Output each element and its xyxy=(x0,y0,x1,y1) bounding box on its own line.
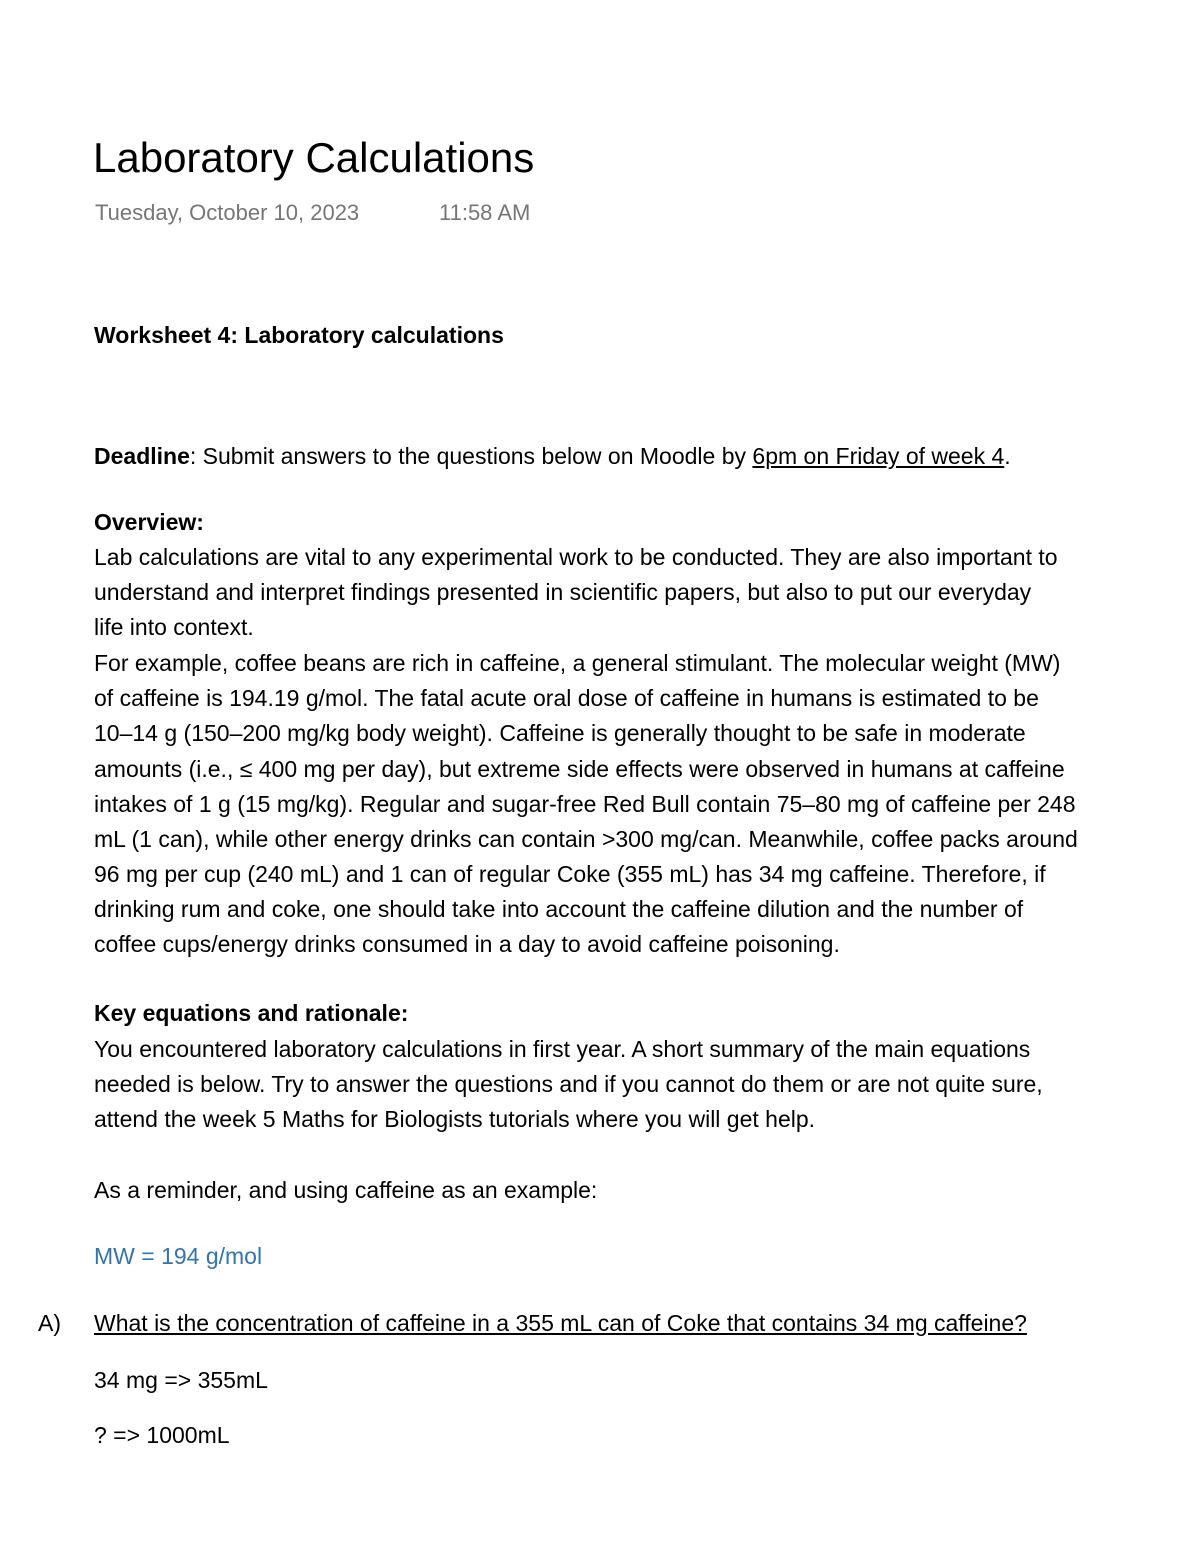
deadline-text: : Submit answers to the questions below on Moodle by xyxy=(189,443,753,469)
reminder-text: As a reminder, and using caffeine as an example: xyxy=(94,1177,598,1203)
overview-label: Overview xyxy=(94,509,197,535)
mw-equation: MW = 194 g/mol xyxy=(94,1243,263,1269)
deadline-label: Deadline xyxy=(94,443,190,469)
deadline-end: . xyxy=(1004,443,1011,469)
worksheet-heading: Worksheet 4: Laboratory calculations xyxy=(94,322,504,348)
page-time: 11:58 AM xyxy=(439,200,531,225)
overview-line: amounts (i.e., ≤ 400 mg per day), but extreme side effects were observed in humans at caffeine xyxy=(94,756,1065,782)
page-date: Tuesday, October 10, 2023 xyxy=(95,200,360,225)
overview-line: 10–14 g (150–200 mg/kg body weight). Caffeine is generally thought to be safe in moderate xyxy=(94,720,1026,746)
key-equations-line: needed is below. Try to answer the questions and if you cannot do them or are not quite sure, xyxy=(94,1071,1043,1097)
overview-line: mL (1 can), while other energy drinks can contain >300 mg/can. Meanwhile, coffee packs around xyxy=(94,826,1078,852)
key-equations-line: You encountered laboratory calculations in first year. A short summary of the main equations xyxy=(94,1036,1031,1062)
answer-line: 34 mg => 355mL xyxy=(94,1367,268,1393)
question-a-text: What is the concentration of caffeine in a 355 mL can of Coke that contains 34 mg caffeine? xyxy=(94,1310,1027,1336)
deadline-date: 6pm on Friday of week 4 xyxy=(752,443,1005,469)
overview-colon: : xyxy=(196,509,204,535)
page-title: Laboratory Calculations xyxy=(93,134,535,181)
question-a-label: A) xyxy=(38,1310,61,1336)
overview-line: intakes of 1 g (15 mg/kg). Regular and sugar-free Red Bull contain 75–80 mg of caffeine per 248 xyxy=(94,791,1076,817)
overview-line: of caffeine is 194.19 g/mol. The fatal acute oral dose of caffeine in humans is estimated to be xyxy=(94,685,1039,711)
overview-line: life into context. xyxy=(94,614,254,640)
key-equations-heading: Key equations and rationale: xyxy=(94,1000,409,1026)
answer-line-clipped: ? => 1000mL xyxy=(94,1422,230,1448)
overview-line: Lab calculations are vital to any experimental work to be conducted. They are also important to xyxy=(94,544,1058,570)
overview-line: For example, coffee beans are rich in caffeine, a general stimulant. The molecular weight (MW) xyxy=(94,650,1061,676)
deadline-line xyxy=(94,441,1011,471)
overview-line: 96 mg per cup (240 mL) and 1 can of regular Coke (355 mL) has 34 mg caffeine. Therefore, if xyxy=(94,861,1046,887)
overview-line: understand and interpret findings presented in scientific papers, but also to put our everyday xyxy=(94,579,1032,605)
overview-heading xyxy=(94,507,204,537)
key-equations-line: attend the week 5 Maths for Biologists tutorials where you will get help. xyxy=(94,1106,816,1132)
overview-line: coffee cups/energy drinks consumed in a day to avoid caffeine poisoning. xyxy=(94,931,840,957)
overview-line: drinking rum and coke, one should take into account the caffeine dilution and the number of xyxy=(94,896,1024,922)
